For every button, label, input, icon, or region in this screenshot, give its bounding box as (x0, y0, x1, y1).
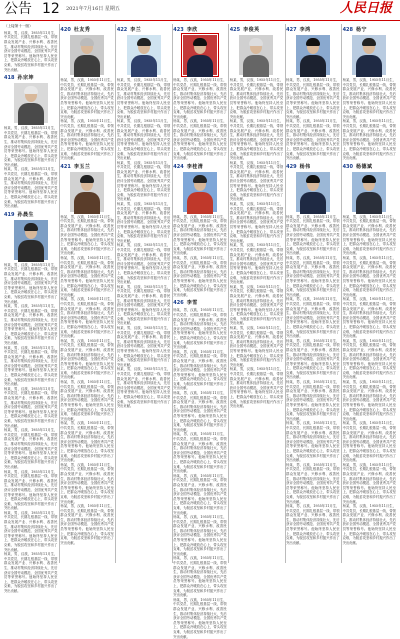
text-column (117, 24, 170, 563)
portrait-hair (80, 175, 94, 183)
portrait-hair (193, 175, 207, 183)
body-text: 杨某，男，汉族，1955年11月生，中共党员，长期扎根基层一线，带领群众发展产业、兴修水利、改善民生，推动村集体经济持续壮大，先后获评全国劳动模范、全国优秀共产党员等荣誉称号。他始终坚持人民至上，把群众冷暖放在心上，带头攻坚克难，为脱贫攻坚和乡村振兴作出了突出贡献。 (342, 297, 396, 339)
candidate-heading (286, 27, 339, 33)
candidate-portrait (70, 172, 104, 212)
body-text: 杨某，男，汉族，1955年11月生，中共党员，长期扎根基层一线，带领群众发展产业、兴修水利、改善民生，推动村集体经济持续壮大，先后获评全国劳动模范、全国优秀共产党员等荣誉称号。他始终坚持人民至上，把群众冷暖放在心上，带头攻坚克难，为脱贫攻坚和乡村振兴作出了突出贡献。 (173, 214, 227, 256)
body-text: 杨某，男，汉族，1955年11月生，中共党员，长期扎根基层一线，带领群众发展产业、兴修水利、改善民生，推动村集体经济持续壮大，先后获评全国劳动模范、全国优秀共产党员等荣誉称号。他始终坚持人民至上，把群众冷暖放在心上，带头攻坚克难，为脱贫攻坚和乡村振兴作出了突出贡献。 (116, 202, 171, 243)
candidate-name: 孙晨生 (17, 211, 34, 218)
portrait-body (18, 240, 44, 262)
candidate-portrait (296, 35, 330, 75)
body-text: 杨某，男，汉族，1955年11月生，中共党员，长期扎根基层一线，带领群众发展产业、兴修水利、改善民生，推动村集体经济持续壮大，先后获评全国劳动模范、全国优秀共产党员等荣誉称号。他始终坚持人民至上，把群众冷暖放在心上，带头攻坚克难，为脱贫攻坚和乡村振兴作出了突出贡献。 (116, 243, 171, 285)
portrait-hair (80, 38, 94, 46)
text-column (4, 24, 58, 593)
portrait-hair (193, 38, 207, 46)
candidate-heading (343, 164, 396, 170)
text-column (230, 24, 283, 563)
candidate-heading (286, 164, 339, 170)
body-text: 杨某，男，汉族，1955年11月生，中共党员，长期扎根基层一线，带领群众发展产业、兴修水利、改善民生，推动村集体经济持续壮大，先后获评全国劳动模范、全国优秀共产党员等荣誉称号。他始终坚持人民至上，把群众冷暖放在心上，带头攻坚克难，为脱贫攻坚和乡村振兴作出了突出贡献。 (116, 367, 171, 409)
candidate-name: 孙宗坤 (17, 75, 34, 82)
portrait-body (131, 55, 157, 77)
candidate-portrait (14, 220, 48, 260)
page-header (0, 0, 400, 21)
body-text: 杨某，男，汉族，1955年11月生，中共党员，长期扎根基层一线，带领群众发展产业、兴修水利、改善民生，推动村集体经济持续壮大，先后获评全国劳动模范、全国优秀共产党员等荣誉称号。他始终坚持人民至上，把群众冷暖放在心上，带头攻坚克难，为脱贫攻坚和乡村振兴作出了突出贡献。 (4, 262, 58, 304)
portrait-hair (306, 175, 320, 183)
candidate-heading (173, 27, 226, 33)
body-text: 杨某，男，汉族，1955年11月生，中共党员，长期扎根基层一线，带领群众发展产业、兴修水利、改善民生，推动村集体经济持续壮大，先后获评全国劳动模范、全国优秀共产党员等荣誉称号。他始终坚持人民至上，把群众冷暖放在心上，带头攻坚克难，为脱贫攻坚和乡村振兴作出了突出贡献。 (60, 421, 114, 463)
body-text: 杨某，男，汉族，1955年11月生，中共党员，长期扎根基层一线，带领群众发展产业、兴修水利、改善民生，推动村集体经济持续壮大，先后获评全国劳动模范、全国优秀共产党员等荣誉称号。他始终坚持人民至上，把群众冷暖放在心上，带头攻坚克难，为脱贫攻坚和乡村振兴作出了突出贡献。 (116, 284, 171, 326)
candidate-name: 李俊英 (243, 27, 260, 33)
body-text: 杨某，男，汉族，1955年11月生，中共党员，长期扎根基层一线，带领群众发展产业、兴修水利、改善民生，推动村集体经济持续壮大，先后获评全国劳动模范、全国优秀共产党员等荣誉称号。他始终坚持人民至上，把群众冷暖放在心上，带头攻坚克难，为脱贫攻坚和乡村振兴作出了突出贡献。 (286, 380, 340, 421)
body-text: 杨某，男，汉族，1955年11月生，中共党员，长期扎根基层一线，带领群众发展产业、兴修水利、改善民生，推动村集体经济持续壮大，先后获评全国劳动模范、全国优秀共产党员等荣誉称号。他始终坚持人民至上，把群众冷暖放在心上，带头攻坚克难，为脱贫攻坚和乡村振兴作出了突出贡献。 (229, 202, 284, 243)
candidate-portrait (352, 35, 386, 75)
body-text: 杨某，男，汉族，1955年11月生，中共党员，长期扎根基层一线，带领群众发展产业、兴修水利、改善民生，推动村集体经济持续壮大，先后获评全国劳动模范、全国优秀共产党员等荣誉称号。他始终坚持人民至上，把群众冷暖放在心上，带头攻坚克难，为脱贫攻坚和乡村振兴作出了突出贡献。 (60, 119, 114, 161)
portrait-hair (249, 38, 263, 46)
text-column (173, 24, 227, 639)
body-text: 杨某，男，汉族，1955年11月生，中共党员，长期扎根基层一线，带领群众发展产业、兴修水利、改善民生，推动村集体经济持续壮大，先后获评全国劳动模范、全国优秀共产党员等荣誉称号。他始终坚持人民至上，把群众冷暖放在心上，带头攻坚克难，为脱贫攻坚和乡村振兴作出了突出贡献。 (286, 338, 340, 380)
body-text: 杨某，男，汉族，1955年11月生，中共党员，长期扎根基层一线，带领群众发展产业、兴修水利、改善民生，推动村集体经济持续壮大，先后获评全国劳动模范、全国优秀共产党员等荣誉称号。他始终坚持人民至上，把群众冷暖放在心上，带头攻坚克难，为脱贫攻坚和乡村振兴作出了突出贡献。 (342, 78, 396, 119)
body-text: 杨某，男，汉族，1955年11月生，中共党员，长期扎根基层一线，带领群众发展产业、兴修水利、改善民生，推动村集体经济持续壮大，先后获评全国劳动模范、全国优秀共产党员等荣誉称号。他始终坚持人民至上，把群众冷暖放在心上，带头攻坚克难，为脱贫攻坚和乡村振兴作出了突出贡献。 (173, 256, 227, 297)
candidate-entry (4, 75, 57, 123)
body-text: 杨某，男，汉族，1955年11月生，中共党员，长期扎根基层一线，带领群众发展产业、兴修水利、改善民生，推动村集体经济持续壮大，先后获评全国劳动模范、全国优秀共产党员等荣誉称号。他始终坚持人民至上，把群众冷暖放在心上，带头攻坚克难，为脱贫攻坚和乡村振兴作出了突出贡献。 (173, 432, 227, 474)
candidate-number: 423 (173, 27, 184, 33)
text-column (60, 24, 113, 563)
body-text: 杨某，男，汉族，1955年11月生，中共党员，长期扎根基层一线，带领群众发展产业、兴修水利、改善民生，推动村集体经济持续壮大，先后获评全国劳动模范、全国优秀共产党员等荣誉称号。他始终坚持人民至上，把群众冷暖放在心上，带头攻坚克难，为脱贫攻坚和乡村振兴作出了突出贡献。 (173, 515, 227, 556)
body-text: 杨某，男，汉族，1955年11月生，中共党员，长期扎根基层一线，带领群众发展产业、兴修水利、改善民生，推动村集体经济持续壮大，先后获评全国劳动模范、全国优秀共产党员等荣誉称号。他始终坚持人民至上，把群众冷暖放在心上，带头攻坚克难，为脱贫攻坚和乡村振兴作出了突出贡献。 (286, 297, 340, 339)
candidate-heading (230, 27, 283, 33)
candidate-entry (230, 27, 283, 75)
portrait-hair (362, 38, 376, 46)
candidate-name: 杨伟 (299, 163, 311, 170)
body-text: 杨某，男，汉族，1955年11月生，中共党员，长期扎根基层一线，带领群众发展产业、兴修水利、改善民生，推动村集体经济持续壮大，先后获评全国劳动模范、全国优秀共产党员等荣誉称号。他始终坚持人民至上，把群众冷暖放在心上，带头攻坚克难，为脱贫攻坚和乡村振兴作出了突出贡献。 (173, 308, 227, 350)
candidate-name: 李雪 (186, 300, 198, 307)
portrait-body (356, 55, 382, 77)
portrait-body (187, 55, 213, 77)
portrait-body (356, 192, 382, 214)
candidate-number: 419 (4, 211, 15, 218)
body-text: 杨某，男，汉族，1955年11月生，中共党员，长期扎根基层一线，带领群众发展产业、兴修水利、改善民生，推动村集体经济持续壮大，先后获评全国劳动模范、全国优秀共产党员等荣誉称号。他始终坚持人民至上，把群众冷暖放在心上，带头攻坚克难，为脱贫攻坚和乡村振兴作出了突出贡献。 (60, 256, 114, 297)
page-number: 12 (42, 1, 60, 17)
text-column (343, 24, 396, 563)
candidate-portrait (14, 83, 48, 123)
body-text: 杨某，男，汉族，1955年11月生，中共党员，长期扎根基层一线，带领群众发展产业、兴修水利、改善民生，推动村集体经济持续壮大，先后获评全国劳动模范、全国优秀共产党员等荣誉称号。他始终坚持人民至上，把群众冷暖放在心上，带头攻坚克难，为脱贫攻坚和乡村振兴作出了突出贡献。 (173, 556, 227, 598)
portrait-body (74, 192, 100, 214)
portrait-hair (362, 175, 376, 183)
candidate-heading (60, 164, 113, 170)
candidate-number: 426 (173, 300, 184, 307)
body-text: 杨某，男，汉族，1955年11月生，中共党员，长期扎根基层一线，带领群众发展产业、兴修水利、改善民生，推动村集体经济持续壮大，先后获评全国劳动模范、全国优秀共产党员等荣誉称号。他始终坚持人民至上，把群众冷暖放在心上，带头攻坚克难，为脱贫攻坚和乡村振兴作出了突出贡献。 (286, 462, 340, 504)
candidate-heading (173, 300, 226, 306)
body-text: 杨某，男，汉族，1955年11月生，中共党员，长期扎根基层一线，带领群众发展产业、兴修水利、改善民生，推动村集体经济持续壮大，先后获评全国劳动模范、全国优秀共产党员等荣誉称号。他始终坚持人民至上，把群众冷暖放在心上，带头攻坚克难，为脱贫攻坚和乡村振兴作出了突出贡献。 (342, 380, 396, 421)
body-text: 杨某，男，汉族，1955年11月生，中共党员，长期扎根基层一线，带领群众发展产业、兴修水利、改善民生，推动村集体经济持续壮大，先后获评全国劳动模范、全国优秀共产党员等荣誉称号。他始终坚持人民至上，把群众冷暖放在心上，带头攻坚克难，为脱贫攻坚和乡村振兴作出了突出贡献。 (342, 119, 396, 161)
candidate-entry (286, 164, 339, 212)
candidate-entry (60, 164, 113, 212)
body-text: 杨某，男，汉族，1955年11月生，中共党员，长期扎根基层一线，带领群众发展产业、兴修水利、改善民生，推动村集体经济持续壮大，先后获评全国劳动模范、全国优秀共产党员等荣誉称号。他始终坚持人民至上，把群众冷暖放在心上，带头攻坚克难，为脱贫攻坚和乡村振兴作出了突出贡献。 (116, 326, 171, 367)
candidate-entry (4, 212, 57, 260)
body-text: 杨某，男，汉族，1955年11月生，中共党员，长期扎根基层一线，带领群众发展产业、兴修水利、改善民生，推动村集体经济持续壮大，先后获评全国劳动模范、全国优秀共产党员等荣誉称号。他始终坚持人民至上，把群众冷暖放在心上，带头攻坚克难，为脱贫攻坚和乡村振兴作出了突出贡献。 (173, 391, 227, 432)
portrait-hair (24, 86, 38, 94)
body-text: 杨某，男，汉族，1955年11月生，中共党员，长期扎根基层一线，带领群众发展产业、兴修水利、改善民生，推动村集体经济持续壮大，先后获评全国劳动模范、全国优秀共产党员等荣誉称号。他始终坚持人民至上，把群众冷暖放在心上，带头攻坚克难，为脱贫攻坚和乡村振兴作出了突出贡献。 (60, 462, 114, 504)
body-text: 杨某，男，汉族，1955年11月生，中共党员，长期扎根基层一线，带领群众发展产业、兴修水利、改善民生，推动村集体经济持续壮大，先后获评全国劳动模范、全国优秀共产党员等荣誉称号。他始终坚持人民至上，把群众冷暖放在心上，带头攻坚克难，为脱贫攻坚和乡村振兴作出了突出贡献。 (116, 78, 171, 119)
body-text: 杨某，男，汉族，1955年11月生，中共党员，长期扎根基层一线，带领群众发展产业、兴修水利、改善民生，推动村集体经济持续壮大，先后获评全国劳动模范、全国优秀共产党员等荣誉称号。他始终坚持人民至上，把群众冷暖放在心上，带头攻坚克难，为脱贫攻坚和乡村振兴作出了突出贡献。 (229, 160, 284, 202)
candidate-heading (117, 27, 170, 33)
candidate-heading (343, 27, 396, 33)
candidate-entry (343, 164, 396, 212)
body-text: 杨某，男，汉族，1955年11月生，中共党员，长期扎根基层一线，带领群众发展产业、兴修水利、改善民生，推动村集体经济持续壮大，先后获评全国劳动模范、全国优秀共产党员等荣誉称号。他始终坚持人民至上，把群众冷暖放在心上，带头攻坚克难，为脱贫攻坚和乡村振兴作出了突出贡献。 (60, 297, 114, 339)
candidate-heading (60, 27, 113, 33)
candidate-number: 422 (116, 27, 128, 33)
body-text: 杨某，男，汉族，1955年11月生，中共党员，长期扎根基层一线，带领群众发展产业、兴修水利、改善民生，推动村集体经济持续壮大，先后获评全国劳动模范、全国优秀共产党员等荣誉称号。他始终坚持人民至上，把群众冷暖放在心上，带头攻坚克难，为脱贫攻坚和乡村振兴作出了突出贡献。 (60, 504, 114, 545)
body-text: 杨某，男，汉族，1955年11月生，中共党员，长期扎根基层一线，带领群众发展产业、兴修水利、改善民生，推动村集体经济持续壮大，先后获评全国劳动模范、全国优秀共产党员等荣誉称号。他始终坚持人民至上，把群众冷暖放在心上，带头攻坚克难，为脱贫攻坚和乡村振兴作出了突出贡献。 (229, 284, 284, 326)
body-text: 杨某，男，汉族，1955年11月生，中共党员，长期扎根基层一线，带领群众发展产业、兴修水利、改善民生，推动村集体经济持续壮大，先后获评全国劳动模范、全国优秀共产党员等荣誉称号。他始终坚持人民至上，把群众冷暖放在心上，带头攻坚克难，为脱贫攻坚和乡村振兴作出了突出贡献。 (4, 469, 58, 511)
body-text: 杨某，男，汉族，1955年11月生，中共党员，长期扎根基层一线，带领群众发展产业、兴修水利、改善民生，推动村集体经济持续壮大，先后获评全国劳动模范、全国优秀共产党员等荣誉称号。他始终坚持人民至上，把群众冷暖放在心上，带头攻坚克难，为脱贫攻坚和乡村振兴作出了突出贡献。 (60, 338, 114, 380)
candidate-name: 李玉兰 (73, 163, 91, 170)
candidate-heading (173, 164, 226, 170)
candidate-entry (173, 27, 226, 75)
body-text: 杨某，男，汉族，1955年11月生，中共党员，长期扎根基层一线，带领群众发展产业、兴修水利、改善民生，推动村集体经济持续壮大，先后获评全国劳动模范、全国优秀共产党员等荣誉称号。他始终坚持人民至上，把群众冷暖放在心上，带头攻坚克难，为脱贫攻坚和乡村振兴作出了突出贡献。 (342, 214, 396, 256)
candidate-portrait (296, 172, 330, 212)
candidate-name: 李欣 (186, 27, 198, 33)
candidate-number: 420 (60, 27, 71, 33)
body-text: 杨某，男，汉族，1955年11月生，中共党员，长期扎根基层一线，带领群众发展产业、兴修水利、改善民生，推动村集体经济持续壮大，先后获评全国劳动模范、全国优秀共产党员等荣誉称号。他始终坚持人民至上，把群众冷暖放在心上，带头攻坚克难，为脱贫攻坚和乡村振兴作出了突出贡献。 (116, 160, 171, 202)
body-text: 杨某，男，汉族，1955年11月生，中共党员，长期扎根基层一线，带领群众发展产业、兴修水利、改善民生，推动村集体经济持续壮大，先后获评全国劳动模范、全国优秀共产党员等荣誉称号。他始终坚持人民至上，把群众冷暖放在心上，带头攻坚克难，为脱贫攻坚和乡村振兴作出了突出贡献。 (4, 510, 58, 552)
body-text: 杨某，男，汉族，1955年11月生，中共党员，长期扎根基层一线，带领群众发展产业、兴修水利、改善民生，推动村集体经济持续壮大，先后获评全国劳动模范、全国优秀共产党员等荣誉称号。他始终坚持人民至上，把群众冷暖放在心上，带头攻坚克难，为脱贫攻坚和乡村振兴作出了突出贡献。 (4, 304, 58, 345)
body-text: 杨某，男，汉族，1955年11月生，中共党员，长期扎根基层一线，带领群众发展产业、兴修水利、改善民生，推动村集体经济持续壮大，先后获评全国劳动模范、全国优秀共产党员等荣誉称号。他始终坚持人民至上，把群众冷暖放在心上，带头攻坚克难，为脱贫攻坚和乡村振兴作出了突出贡献。 (286, 78, 340, 119)
body-text: 杨某，男，汉族，1955年11月生，中共党员，长期扎根基层一线，带领群众发展产业、兴修水利、改善民生，推动村集体经济持续壮大，先后获评全国劳动模范、全国优秀共产党员等荣誉称号。他始终坚持人民至上，把群众冷暖放在心上，带头攻坚克难，为脱贫攻坚和乡村振兴作出了突出贡献。 (4, 386, 58, 428)
body-text: 杨某，男，汉族，1955年11月生，中共党员，长期扎根基层一线，带领群众发展产业、兴修水利、改善民生，推动村集体经济持续壮大，先后获评全国劳动模范、全国优秀共产党员等荣誉称号。他始终坚持人民至上，把群众冷暖放在心上，带头攻坚克难，为脱贫攻坚和乡村振兴作出了突出贡献。 (4, 345, 58, 387)
candidate-number: 429 (286, 163, 297, 170)
candidate-portrait (239, 35, 273, 75)
body-text: 杨某，男，汉族，1955年11月生，中共党员，长期扎根基层一线，带领群众发展产业、兴修水利、改善民生，推动村集体经济持续壮大，先后获评全国劳动模范、全国优秀共产党员等荣誉称号。他始终坚持人民至上，把群众冷暖放在心上，带头攻坚克难，为脱贫攻坚和乡村振兴作出了突出贡献。 (342, 504, 396, 545)
body-text: 杨某，男，汉族，1955年11月生，中共党员，长期扎根基层一线，带领群众发展产业、兴修水利、改善民生，推动村集体经济持续壮大，先后获评全国劳动模范、全国优秀共产党员等荣誉称号。他始终坚持人民至上，把群众冷暖放在心上，带头攻坚克难，为脱贫攻坚和乡村振兴作出了突出贡献。 (286, 256, 340, 297)
body-text: 杨某，男，汉族，1955年11月生，中共党员，长期扎根基层一线，带领群众发展产业、兴修水利、改善民生，推动村集体经济持续壮大，先后获评全国劳动模范、全国优秀共产党员等荣誉称号。他始终坚持人民至上，把群众冷暖放在心上，带头攻坚克难，为脱贫攻坚和乡村振兴作出了突出贡献。 (116, 119, 171, 161)
candidate-entry (286, 27, 339, 75)
body-text: 杨某，男，汉族，1955年11月生，中共党员，长期扎根基层一线，带领群众发展产业、兴修水利、改善民生，推动村集体经济持续壮大，先后获评全国劳动模范、全国优秀共产党员等荣誉称号。他始终坚持人民至上，把群众冷暖放在心上，带头攻坚克难，为脱贫攻坚和乡村振兴作出了突出贡献。 (342, 421, 396, 463)
body-text: 杨某，男，汉族，1955年11月生，中共党员，长期扎根基层一线，带领群众发展产业、兴修水利、改善民生，推动村集体经济持续壮大，先后获评全国劳动模范、全国优秀共产党员等荣誉称号。他始终坚持人民至上，把群众冷暖放在心上，带头攻坚克难，为脱贫攻坚和乡村振兴作出了突出贡献。 (4, 428, 58, 469)
body-text: 杨某，男，汉族，1955年11月生，中共党员，长期扎根基层一线，带领群众发展产业、兴修水利、改善民生，推动村集体经济持续壮大，先后获评全国劳动模范、全国优秀共产党员等荣誉称号。他始终坚持人民至上，把群众冷暖放在心上，带头攻坚克难，为脱贫攻坚和乡村振兴作出了突出贡献。 (173, 349, 227, 391)
portrait-hair (24, 223, 38, 231)
candidate-name: 李鸿 (299, 27, 311, 33)
continuation-note: （上接第十一版） (4, 24, 33, 28)
candidate-name: 杨德斌 (356, 163, 373, 170)
body-text: 杨某，男，汉族，1955年11月生，中共党员，长期扎根基层一线，带领群众发展产业、兴修水利、改善民生，推动村集体经济持续壮大，先后获评全国劳动模范、全国优秀共产党员等荣誉称号。他始终坚持人民至上，把群众冷暖放在心上，带头攻坚克难，为脱贫攻坚和乡村振兴作出了突出贡献。 (286, 119, 340, 161)
body-text: 杨某，男，汉族，1955年11月生，中共党员，长期扎根基层一线，带领群众发展产业、兴修水利、改善民生，推动村集体经济持续壮大，先后获评全国劳动模范、全国优秀共产党员等荣誉称号。他始终坚持人民至上，把群众冷暖放在心上，带头攻坚克难，为脱贫攻坚和乡村振兴作出了突出贡献。 (4, 126, 58, 167)
candidate-entry (173, 300, 226, 306)
body-text: 杨某，男，汉族，1955年11月生，中共党员，长期扎根基层一线，带领群众发展产业、兴修水利、改善民生，推动村集体经济持续壮大，先后获评全国劳动模范、全国优秀共产党员等荣誉称号。他始终坚持人民至上，把群众冷暖放在心上，带头攻坚克难，为脱贫攻坚和乡村振兴作出了突出贡献。 (229, 243, 284, 285)
body-text: 杨某，男，汉族，1955年11月生，中共党员，长期扎根基层一线，带领群众发展产业、兴修水利、改善民生，推动村集体经济持续壮大，先后获评全国劳动模范、全国优秀共产党员等荣誉称号。他始终坚持人民至上，把群众冷暖放在心上，带头攻坚克难，为脱贫攻坚和乡村振兴作出了突出贡献。 (4, 167, 58, 209)
portrait-hair (306, 38, 320, 46)
candidate-name: 杨宁 (356, 27, 368, 33)
issue-date: 2021年7月16日 星期五 (66, 6, 120, 12)
candidate-number: 430 (342, 163, 353, 170)
candidate-entry (117, 27, 170, 75)
portrait-body (18, 103, 44, 125)
candidate-number: 418 (4, 75, 15, 82)
candidate-name: 李桂清 (186, 163, 204, 170)
portrait-body (243, 55, 269, 77)
body-text: 杨某，男，汉族，1955年11月生，中共党员，长期扎根基层一线，带领群众发展产业、兴修水利、改善民生，推动村集体经济持续壮大，先后获评全国劳动模范、全国优秀共产党员等荣誉称号。他始终坚持人民至上，把群众冷暖放在心上，带头攻坚克难，为脱贫攻坚和乡村振兴作出了突出贡献。 (286, 214, 340, 256)
body-text: 杨某，男，汉族，1955年11月生，中共党员，长期扎根基层一线，带领群众发展产业、兴修水利、改善民生，推动村集体经济持续壮大，先后获评全国劳动模范、全国优秀共产党员等荣誉称号。他始终坚持人民至上，把群众冷暖放在心上，带头攻坚克难，为脱贫攻坚和乡村振兴作出了突出贡献。 (60, 380, 114, 421)
candidate-portrait (183, 35, 217, 75)
candidate-entry (173, 164, 226, 212)
body-text: 杨某，男，汉族，1955年11月生，中共党员，长期扎根基层一线，带领群众发展产业、兴修水利、改善民生，推动村集体经济持续壮大，先后获评全国劳动模范、全国优秀共产党员等荣誉称号。他始终坚持人民至上，把群众冷暖放在心上，带头攻坚克难，为脱贫攻坚和乡村振兴作出了突出贡献。 (229, 78, 284, 119)
portrait-body (300, 192, 326, 214)
section-title: 公告 (4, 1, 32, 17)
newspaper-logo: 人民日报 (339, 1, 392, 16)
portrait-body (300, 55, 326, 77)
candidate-number: 424 (173, 163, 184, 170)
portrait-body (74, 55, 100, 77)
candidate-name: 杜友秀 (73, 27, 91, 33)
candidate-entry (60, 27, 113, 75)
body-text: 杨某，男，汉族，1955年11月生，中共党员，长期扎根基层一线，带领群众发展产业、兴修水利、改善民生，推动村集体经济持续壮大，先后获评全国劳动模范、全国优秀共产党员等荣誉称号。他始终坚持人民至上，把群众冷暖放在心上，带头攻坚克难，为脱贫攻坚和乡村振兴作出了突出贡献。 (60, 214, 114, 256)
body-text: 杨某，男，汉族，1955年11月生，中共党员，长期扎根基层一线，带领群众发展产业、兴修水利、改善民生，推动村集体经济持续壮大，先后获评全国劳动模范、全国优秀共产党员等荣誉称号。他始终坚持人民至上，把群众冷暖放在心上，带头攻坚克难，为脱贫攻坚和乡村振兴作出了突出贡献。 (342, 338, 396, 380)
candidate-number: 427 (286, 27, 297, 33)
body-text: 杨某，男，汉族，1955年11月生，中共党员，长期扎根基层一线，带领群众发展产业、兴修水利、改善民生，推动村集体经济持续壮大，先后获评全国劳动模范、全国优秀共产党员等荣誉称号。他始终坚持人民至上，把群众冷暖放在心上，带头攻坚克难，为脱贫攻坚和乡村振兴作出了突出贡献。 (229, 119, 284, 161)
body-text: 杨某，男，汉族，1955年11月生，中共党员，长期扎根基层一线，带领群众发展产业、兴修水利、改善民生，推动村集体经济持续壮大，先后获评全国劳动模范、全国优秀共产党员等荣誉称号。他始终坚持人民至上，把群众冷暖放在心上，带头攻坚克难，为脱贫攻坚和乡村振兴作出了突出贡献。 (229, 326, 284, 367)
candidate-number: 428 (342, 27, 353, 33)
candidate-heading (4, 212, 57, 218)
candidate-portrait (183, 172, 217, 212)
body-text: 杨某，男，汉族，1955年11月生，中共党员，长期扎根基层一线，带领群众发展产业、兴修水利、改善民生，推动村集体经济持续壮大，先后获评全国劳动模范、全国优秀共产党员等荣誉称号。他始终坚持人民至上，把群众冷暖放在心上，带头攻坚克难，为脱贫攻坚和乡村振兴作出了突出贡献。 (286, 504, 340, 545)
candidate-number: 425 (229, 27, 241, 33)
candidate-number: 421 (60, 163, 71, 170)
candidate-name: 李兰 (130, 27, 142, 33)
body-text: 杨某，男，汉族，1955年11月生，中共党员，长期扎根基层一线，带领群众发展产业、兴修水利、改善民生，推动村集体经济持续壮大，先后获评全国劳动模范、全国优秀共产党员等荣誉称号。他始终坚持人民至上，把群众冷暖放在心上，带头攻坚克难，为脱贫攻坚和乡村振兴作出了突出贡献。 (286, 421, 340, 463)
candidate-entry (343, 27, 396, 75)
body-text: 杨某，男，汉族，1955年11月生，中共党员，长期扎根基层一线，带领群众发展产业、兴修水利、改善民生，推动村集体经济持续壮大，先后获评全国劳动模范、全国优秀共产党员等荣誉称号。他始终坚持人民至上，把群众冷暖放在心上，带头攻坚克难，为脱贫攻坚和乡村振兴作出了突出贡献。 (229, 367, 284, 409)
portrait-hair (137, 38, 151, 46)
portrait-body (187, 192, 213, 214)
candidate-portrait (352, 172, 386, 212)
body-text: 杨某，男，汉族，1955年11月生，中共党员，长期扎根基层一线，带领群众发展产业、兴修水利、改善民生，推动村集体经济持续壮大，先后获评全国劳动模范、全国优秀共产党员等荣誉称号。他始终坚持人民至上，把群众冷暖放在心上，带头攻坚克难，为脱贫攻坚和乡村振兴作出了突出贡献。 (342, 256, 396, 297)
body-text: 杨某，男，汉族，1955年11月生，中共党员，长期扎根基层一线，带领群众发展产业、兴修水利、改善民生，推动村集体经济持续壮大，先后获评全国劳动模范、全国优秀共产党员等荣誉称号。他始终坚持人民至上，把群众冷暖放在心上，带头攻坚克难，为脱贫攻坚和乡村振兴作出了突出贡献。 (173, 119, 227, 161)
body-text: 杨某，男，汉族，1955年11月生，中共党员，长期扎根基层一线，带领群众发展产业、兴修水利、改善民生，推动村集体经济持续壮大，先后获评全国劳动模范、全国优秀共产党员等荣誉称号。他始终坚持人民至上，把群众冷暖放在心上，带头攻坚克难，为脱贫攻坚和乡村振兴作出了突出贡献。 (60, 78, 114, 119)
candidate-portrait (127, 35, 161, 75)
body-text: 杨某，男，汉族，1955年11月生，中共党员，长期扎根基层一线，带领群众发展产业、兴修水利、改善民生，推动村集体经济持续壮大，先后获评全国劳动模范、全国优秀共产党员等荣誉称号。他始终坚持人民至上，把群众冷暖放在心上，带头攻坚克难，为脱贫攻坚和乡村振兴作出了突出贡献。 (173, 597, 227, 639)
candidate-heading (4, 75, 57, 81)
body-text: 杨某，男，汉族，1955年11月生，中共党员，长期扎根基层一线，带领群众发展产业、兴修水利、改善民生，推动村集体经济持续壮大，先后获评全国劳动模范、全国优秀共产党员等荣誉称号。他始终坚持人民至上，把群众冷暖放在心上，带头攻坚克难，为脱贫攻坚和乡村振兴作出了突出贡献。 (173, 473, 227, 515)
candidate-portrait (70, 35, 104, 75)
body-text: 杨某，男，汉族，1955年11月生，中共党员，长期扎根基层一线，带领群众发展产业、兴修水利、改善民生，推动村集体经济持续壮大，先后获评全国劳动模范、全国优秀共产党员等荣誉称号。他始终坚持人民至上，把群众冷暖放在心上，带头攻坚克难，为脱贫攻坚和乡村振兴作出了突出贡献。 (173, 78, 227, 119)
body-text: 杨某，男，汉族，1955年11月生，中共党员，长期扎根基层一线，带领群众发展产业、兴修水利、改善民生，推动村集体经济持续壮大，先后获评全国劳动模范、全国优秀共产党员等荣誉称号。他始终坚持人民至上，把群众冷暖放在心上，带头攻坚克难，为脱贫攻坚和乡村振兴作出了突出贡献。 (342, 462, 396, 504)
text-column (286, 24, 339, 563)
body-text: 杨某，男，汉族，1955年11月生，中共党员，长期扎根基层一线，带领群众发展产业、兴修水利、改善民生，推动村集体经济持续壮大，先后获评全国劳动模范、全国优秀共产党员等荣誉称号。他始终坚持人民至上，把群众冷暖放在心上，带头攻坚克难，为脱贫攻坚和乡村振兴作出了突出贡献。 (4, 552, 58, 593)
body-text: 杨某，男，汉族，1955年11月生，中共党员，长期扎根基层一线，带领群众发展产业、兴修水利、改善民生，推动村集体经济持续壮大，先后获评全国劳动模范、全国优秀共产党员等荣誉称号。他始终坚持人民至上，把群众冷暖放在心上，带头攻坚克难，为脱贫攻坚和乡村振兴作出了突出贡献。 (4, 30, 58, 72)
